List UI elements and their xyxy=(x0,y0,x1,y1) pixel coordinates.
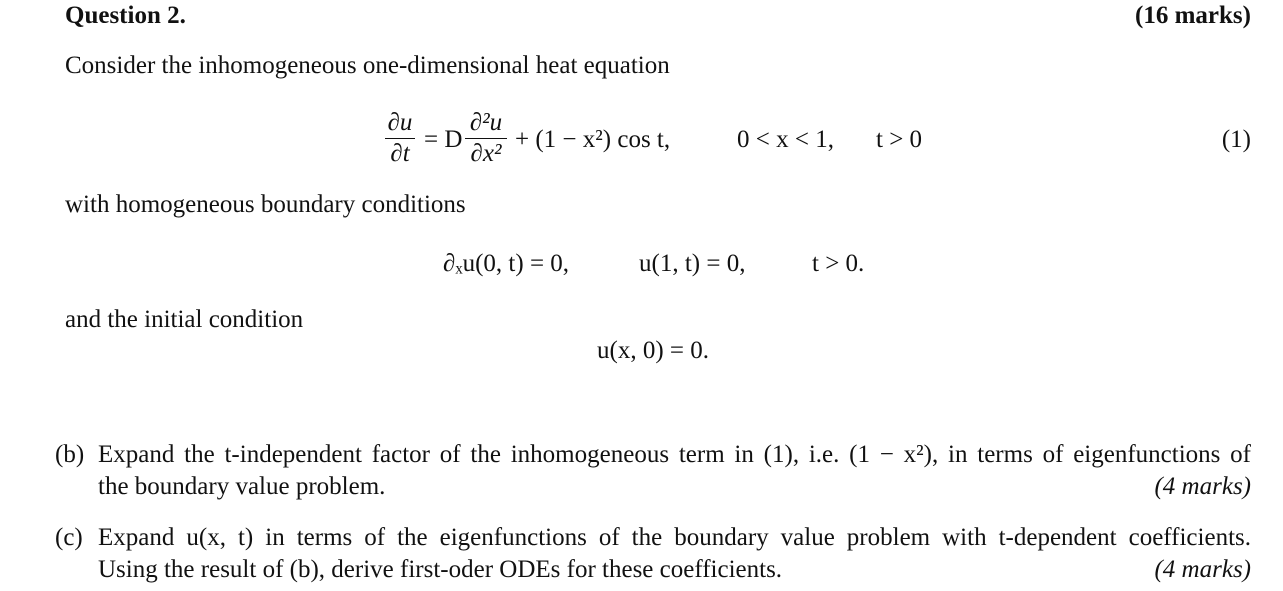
bc-left: ∂ₓu(0, t) = 0, xyxy=(443,250,570,277)
part-c-label: (c) xyxy=(55,524,83,551)
rhs-denominator: ∂x² xyxy=(470,140,502,168)
bc-right: u(1, t) = 0, xyxy=(639,250,746,277)
equals-d: = D xyxy=(424,126,463,153)
lhs-fraction xyxy=(385,110,415,167)
equation-label: (1) xyxy=(1221,126,1251,153)
rhs-numerator: ∂²u xyxy=(469,109,503,136)
bc-time: t > 0. xyxy=(812,250,865,277)
part-c-marks: (4 marks) xyxy=(1154,556,1251,583)
source-term: + (1 − x²) cos t, xyxy=(515,126,671,153)
rhs-fraction xyxy=(465,110,507,167)
bc-intro-text: with homogeneous boundary conditions xyxy=(65,191,466,218)
domain-x: 0 < x < 1, xyxy=(737,126,834,153)
part-c-line2: Using the result of (b), derive first-oder ODEs for these coefficients. xyxy=(98,556,783,583)
intro-text: Consider the inhomogeneous one-dimensional heat equation xyxy=(65,52,670,79)
total-marks: (16 marks) xyxy=(1135,2,1251,29)
ic-intro-text: and the initial condition xyxy=(65,306,304,333)
part-b-label: (b) xyxy=(55,441,85,468)
initial-condition: u(x, 0) = 0. xyxy=(597,337,709,364)
lhs-numerator: ∂u xyxy=(387,109,413,136)
question-title: Question 2. xyxy=(65,2,186,29)
lhs-denominator: ∂t xyxy=(390,140,410,168)
part-c-line1: Expand u(x, t) in terms of the eigenfunctions of the boundary value problem with t-dependent coefficients. xyxy=(98,524,1251,551)
part-b-line1: Expand the t-independent factor of the inhomogeneous term in (1), i.e. (1 − x²), in terms of eigenfunctions of xyxy=(98,441,1251,468)
domain-t: t > 0 xyxy=(876,126,923,153)
part-b-line2: the boundary value problem. xyxy=(98,473,386,500)
part-b-marks: (4 marks) xyxy=(1154,473,1251,500)
